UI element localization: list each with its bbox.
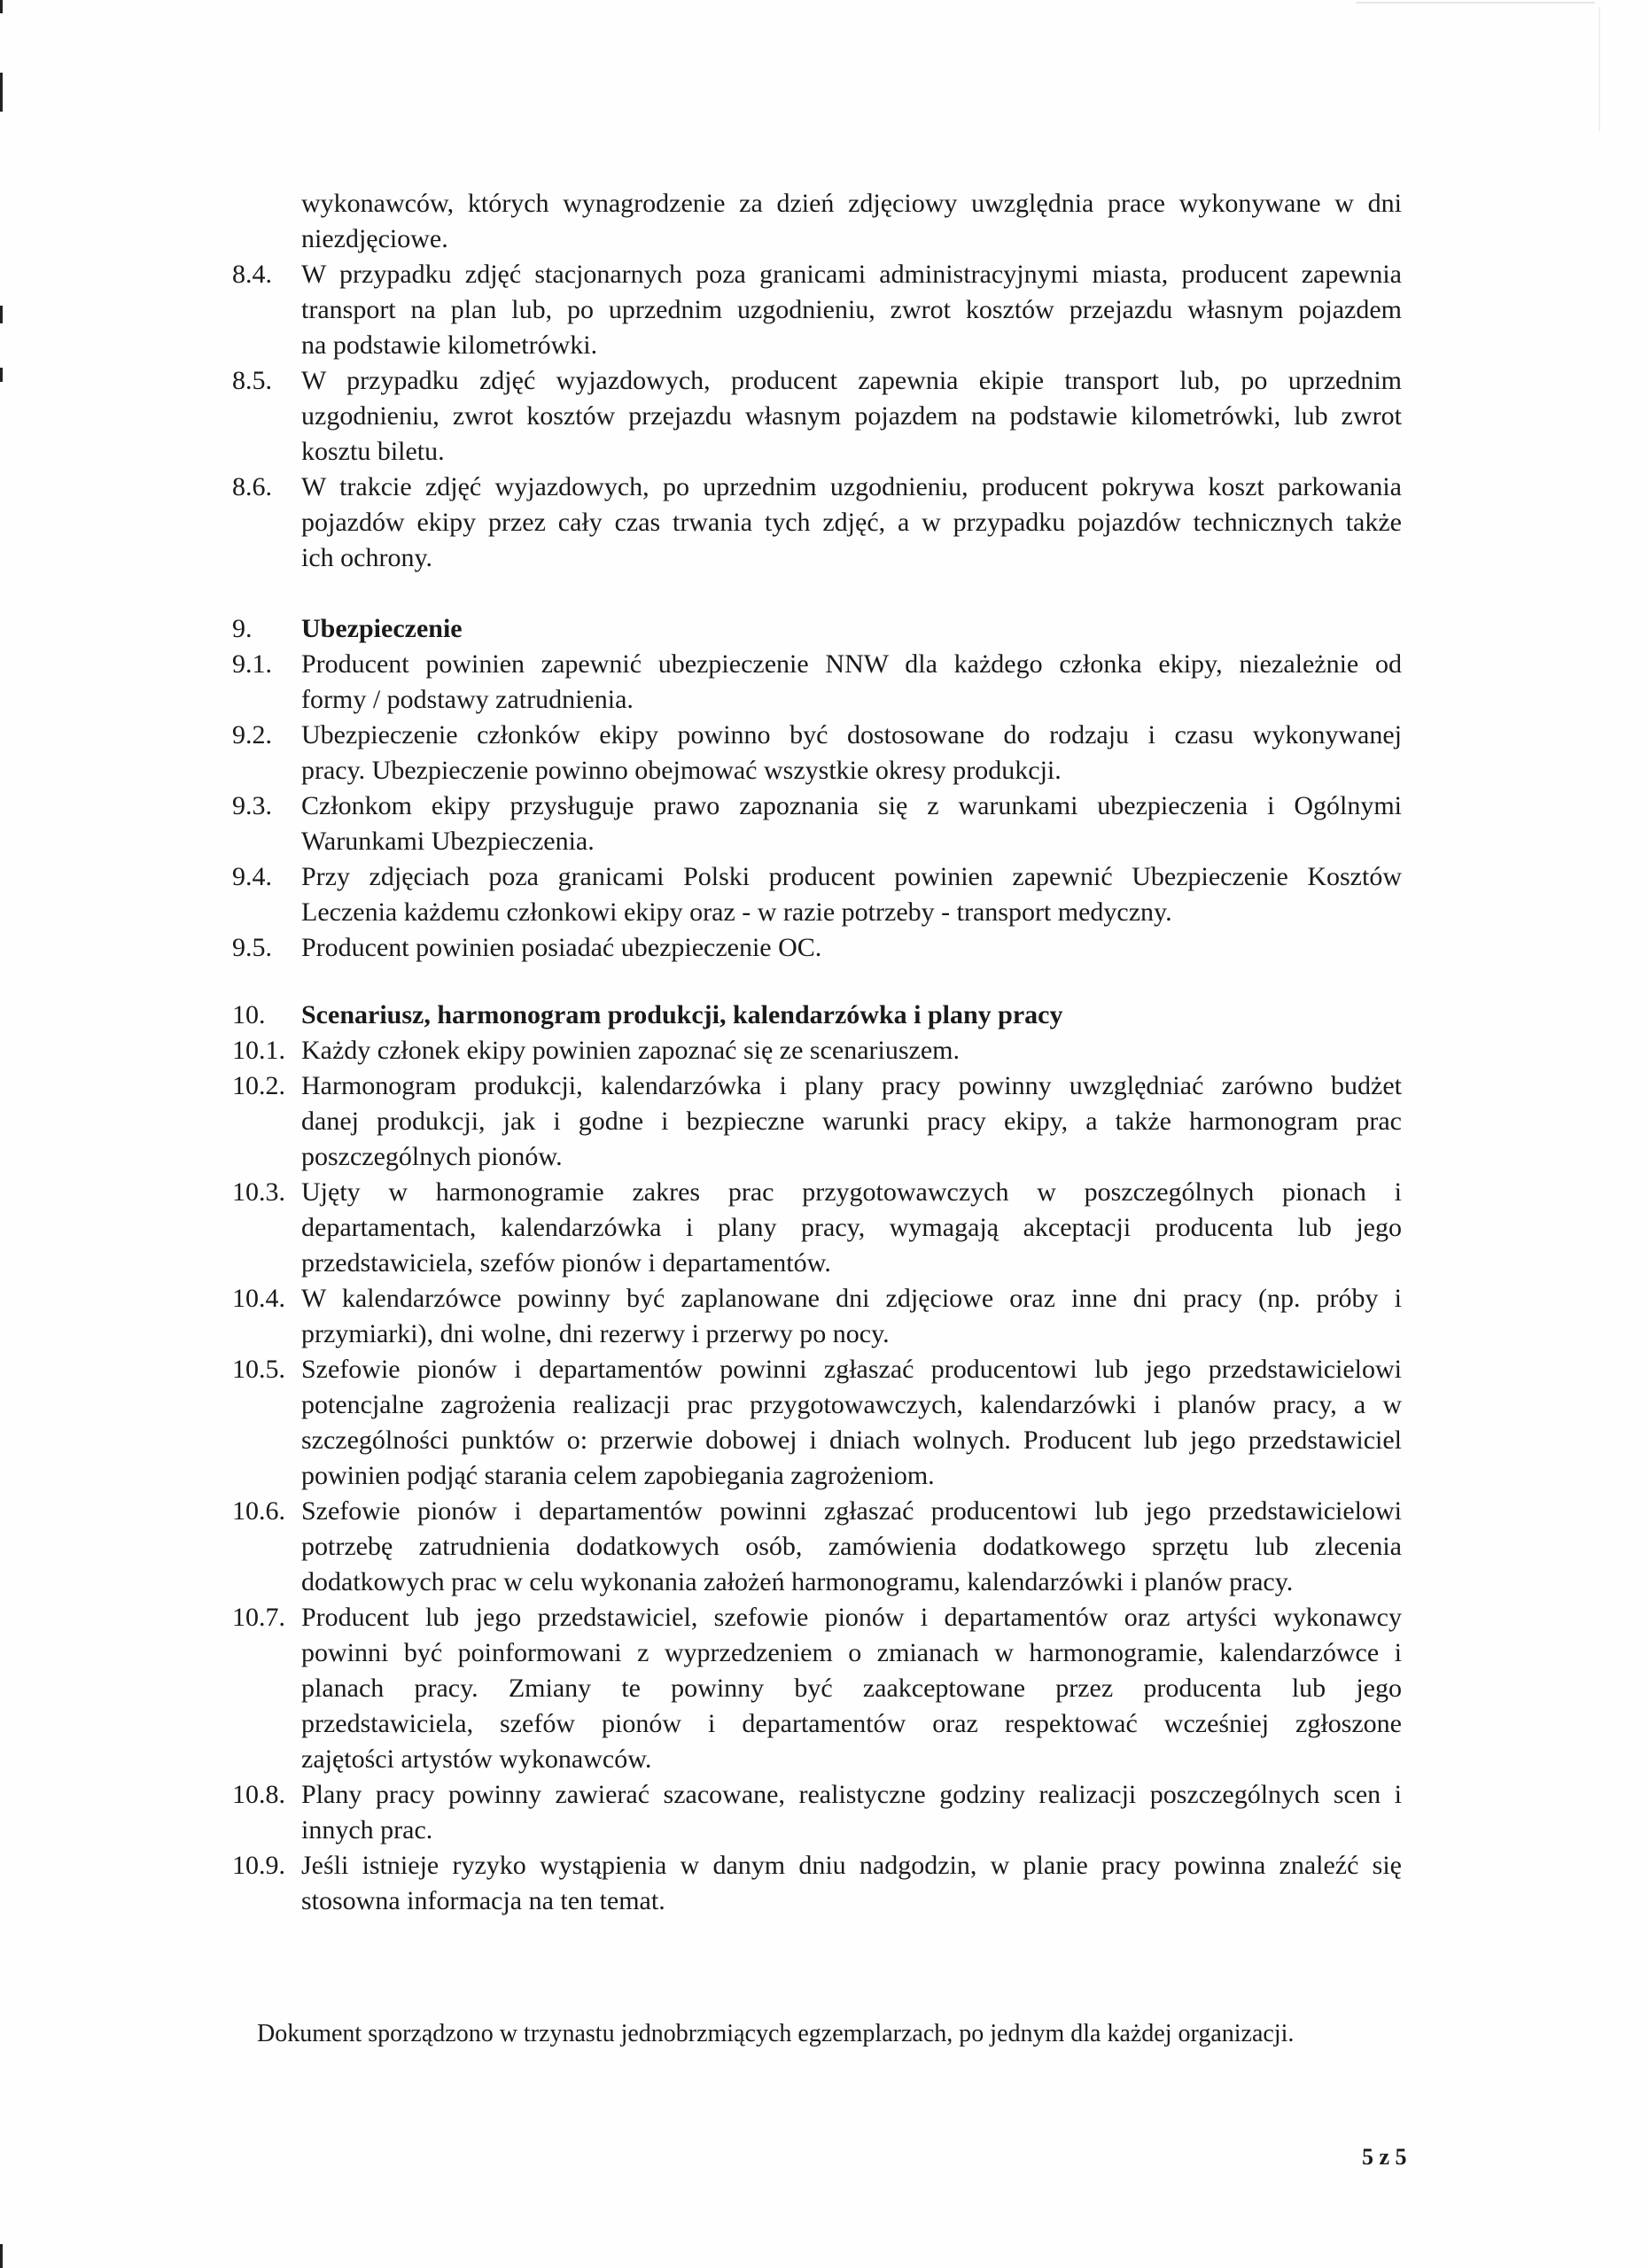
text-line: uzgodnieniu, zwrot kosztów przejazdu własnym pojazdem na podstawie kilometrówki, lub zwrot xyxy=(301,401,1402,431)
text-line: ich ochrony. xyxy=(301,543,433,572)
item-number: 8.6. xyxy=(232,472,272,501)
heading-text: Ubezpieczenie xyxy=(301,614,463,643)
text-line: danej produkcji, jak i godne i bezpieczne warunki pracy ekipy, a także harmonogram prac xyxy=(301,1107,1402,1136)
text-line: Leczenia każdemu członkowi ekipy oraz - w razie potrzeby - transport medyczny. xyxy=(301,897,1172,927)
item-number: 8.5. xyxy=(232,366,272,395)
text-line: Każdy członek ekipy powinien zapoznać się ze scenariuszem. xyxy=(301,1036,960,1065)
text-line: stosowna informacja na ten temat. xyxy=(301,1886,665,1915)
text-line: powinien podjąć starania celem zapobiegania zagrożeniom. xyxy=(301,1461,935,1490)
text-line: pracy. Ubezpieczenie powinno obejmować wszystkie okresy produkcji. xyxy=(301,756,1062,785)
text-line: Producent lub jego przedstawiciel, szefowie pionów i departamentów oraz artyści wykonawcy xyxy=(301,1603,1402,1632)
item-number: 10.9. xyxy=(232,1851,285,1880)
text-line: innych prac. xyxy=(301,1815,433,1845)
text-line: szczególności punktów o: przerwie dobowej i dniach wolnych. Producent lub jego przedstawiciel xyxy=(301,1425,1402,1455)
text-line: formy / podstawy zatrudnienia. xyxy=(301,685,634,714)
page-number: 5 z 5 xyxy=(1362,2144,1407,2170)
text-line: planach pracy. Zmiany te powinny być zaakceptowane przez producenta lub jego xyxy=(301,1674,1402,1703)
scan-edge-mark xyxy=(0,306,3,323)
text-line: pojazdów ekipy przez cały czas trwania tych zdjęć, a w przypadku pojazdów technicznych także xyxy=(301,508,1402,537)
text-line: Ujęty w harmonogramie zakres prac przygotowawczych w poszczególnych pionach i xyxy=(301,1177,1402,1207)
text-line: zajętości artystów wykonawców. xyxy=(301,1744,652,1774)
item-number: 10.8. xyxy=(232,1780,285,1809)
item-number: 10.5. xyxy=(232,1355,285,1384)
text-line: przymiarki), dni wolne, dni rezerwy i przerwy po nocy. xyxy=(301,1319,890,1348)
item-number: 10.2. xyxy=(232,1071,285,1100)
item-number: 9.5. xyxy=(232,933,272,962)
scan-edge-mark xyxy=(0,2244,3,2268)
scan-right-artifact xyxy=(1598,7,1600,131)
item-number: 10.6. xyxy=(232,1496,285,1526)
text-line: Producent powinien posiadać ubezpieczenie OC. xyxy=(301,933,822,962)
text-line: Jeśli istnieje ryzyko wystąpienia w danym dniu nadgodzin, w planie pracy powinna znaleźć się xyxy=(301,1851,1402,1880)
scan-top-artifact xyxy=(1356,2,1595,4)
text-line: departamentach, kalendarzówka i plany pracy, wymagają akceptacji producenta lub jego xyxy=(301,1213,1402,1242)
text-line: dodatkowych prac w celu wykonania założeń harmonogramu, kalendarzówki i planów pracy. xyxy=(301,1567,1294,1596)
item-number: 9.1. xyxy=(232,649,272,679)
item-number: 9.4. xyxy=(232,862,272,891)
text-line: Harmonogram produkcji, kalendarzówka i plany pracy powinny uwzględniać zarówno budżet xyxy=(301,1071,1402,1100)
footer-note: Dokument sporządzono w trzynastu jednobrzmiących egzemplarzach, po jednym dla każdej organizacji. xyxy=(257,2020,1295,2047)
text-line: Szefowie pionów i departamentów powinni zgłaszać producentowi lub jego przedstawicielowi xyxy=(301,1496,1402,1526)
heading-text: Scenariusz, harmonogram produkcji, kalendarzówka i plany pracy xyxy=(301,1000,1063,1029)
text-line: przedstawiciela, szefów pionów i departamentów. xyxy=(301,1248,831,1278)
text-line: Przy zdjęciach poza granicami Polski producent powinien zapewnić Ubezpieczenie Kosztów xyxy=(301,862,1402,891)
text-line: W przypadku zdjęć stacjonarnych poza granicami administracyjnymi miasta, producent zapewnia xyxy=(301,260,1402,289)
item-number: 10.1. xyxy=(232,1036,285,1065)
text-line: Członkom ekipy przysługuje prawo zapoznania się z warunkami ubezpieczenia i Ogólnymi xyxy=(301,791,1402,820)
text-line: Ubezpieczenie członków ekipy powinno być dostosowane do rodzaju i czasu wykonywanej xyxy=(301,720,1402,750)
text-line: Szefowie pionów i departamentów powinni zgłaszać producentowi lub jego przedstawicielowi xyxy=(301,1355,1402,1384)
scan-edge-mark xyxy=(0,368,3,382)
text-line: kosztu biletu. xyxy=(301,437,445,466)
text-line: W trakcie zdjęć wyjazdowych, po uprzednim uzgodnieniu, producent pokrywa koszt parkowania xyxy=(301,472,1402,501)
text-line: Producent powinien zapewnić ubezpieczenie NNW dla każdego członka ekipy, niezależnie od xyxy=(301,649,1402,679)
scan-edge-mark xyxy=(0,73,3,112)
text-line: niezdjęciowe. xyxy=(301,224,448,253)
text-line: transport na plan lub, po uprzednim uzgodnieniu, zwrot kosztów przejazdu własnym pojazdem xyxy=(301,295,1402,324)
text-line: powinni być poinformowani z wyprzedzeniem o zmianach w harmonogramie, kalendarzówce i xyxy=(301,1638,1402,1667)
item-number: 8.4. xyxy=(232,260,272,289)
text-line: poszczególnych pionów. xyxy=(301,1142,563,1171)
text-line: na podstawie kilometrówki. xyxy=(301,330,598,360)
text-line: W przypadku zdjęć wyjazdowych, producent zapewnia ekipie transport lub, po uprzednim xyxy=(301,366,1402,395)
item-number: 9. xyxy=(232,614,253,643)
text-line: Plany pracy powinny zawierać szacowane, realistyczne godziny realizacji poszczególnych scen i xyxy=(301,1780,1402,1809)
item-number: 10. xyxy=(232,1000,266,1029)
text-line: W kalendarzówce powinny być zaplanowane dni zdjęciowe oraz inne dni pracy (np. próby i xyxy=(301,1284,1402,1313)
text-line: przedstawiciela, szefów pionów i departamentów oraz respektować wcześniej zgłoszone xyxy=(301,1709,1402,1738)
item-number: 10.4. xyxy=(232,1284,285,1313)
text-line: wykonawców, których wynagrodzenie za dzień zdjęciowy uwzględnia prace wykonywane w dni xyxy=(301,189,1402,218)
text-line: Warunkami Ubezpieczenia. xyxy=(301,827,595,856)
text-line: potencjalne zagrożenia realizacji prac przygotowawczych, kalendarzówki i planów pracy, a w xyxy=(301,1390,1402,1419)
scan-edge-mark xyxy=(0,0,3,13)
item-number: 9.2. xyxy=(232,720,272,750)
text-line: potrzebę zatrudnienia dodatkowych osób, zamówienia dodatkowego sprzętu lub zlecenia xyxy=(301,1532,1402,1561)
item-number: 10.7. xyxy=(232,1603,285,1632)
item-number: 10.3. xyxy=(232,1177,285,1207)
item-number: 9.3. xyxy=(232,791,272,820)
